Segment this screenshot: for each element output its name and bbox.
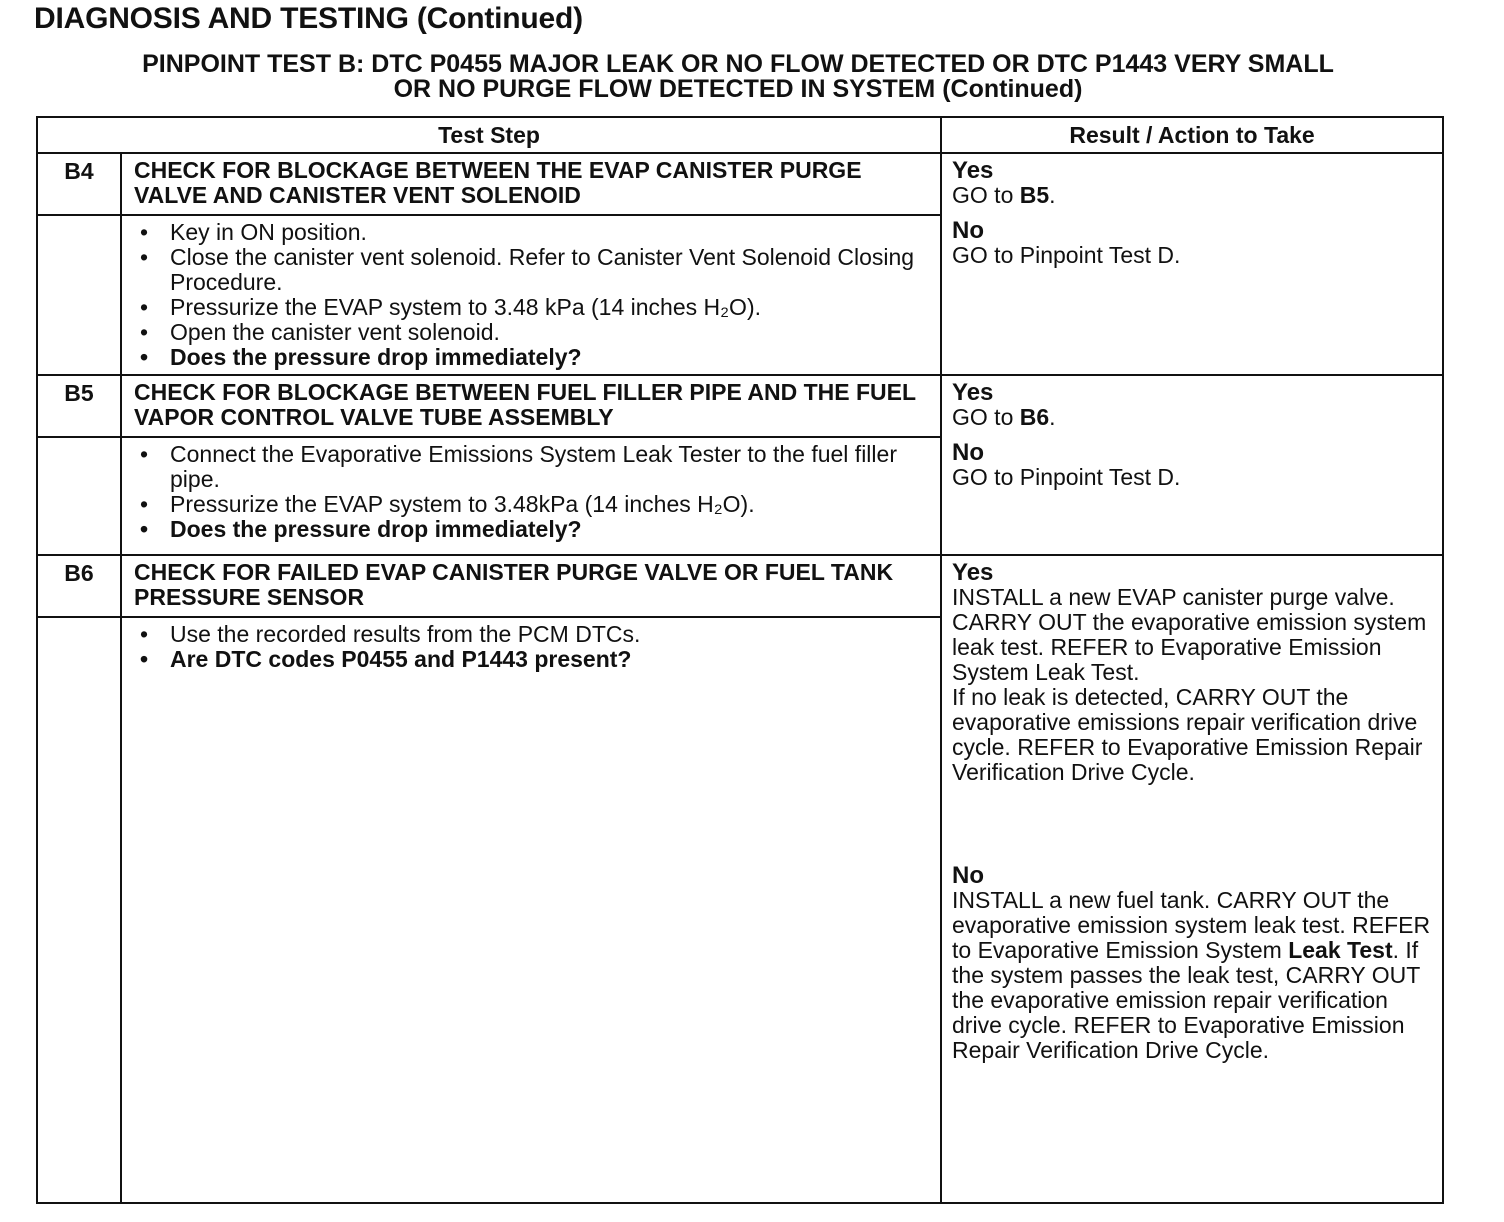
step-body-b5 <box>121 437 941 555</box>
step-id-spacer-b4 <box>37 215 121 375</box>
step-title-row-b5 <box>37 375 1443 437</box>
step-title-row-b6 <box>37 555 1443 617</box>
column-header-result: Result / Action to Take <box>941 117 1443 153</box>
step-title-b6: CHECK FOR FAILED EVAP CANISTER PURGE VALVE OR FUEL TANK PRESSURE SENSOR <box>121 555 941 617</box>
step-bullets-b5 <box>134 442 930 542</box>
step-question-b4: • Does the pressure drop immediately? <box>134 345 930 370</box>
step-id-spacer-b5 <box>37 437 121 555</box>
page-title: DIAGNOSIS AND TESTING (Continued) <box>34 2 583 35</box>
result-no-text-b5: GO to Pinpoint Test D. <box>952 464 1181 490</box>
list-item: • Pressurize the EVAP system to 3.48 kPa (14 inches H₂O). <box>134 295 930 320</box>
result-no-label-b4: No <box>952 217 985 244</box>
result-yes-label-b5: Yes <box>952 379 994 406</box>
result-yes-text-b4: GO to B5. <box>952 182 1056 208</box>
result-yes-text-b5: GO to B6. <box>952 404 1056 430</box>
list-item: • Pressurize the EVAP system to 3.48kPa (14 inches H₂O). <box>134 492 930 517</box>
table-header-row <box>37 117 1443 153</box>
pinpoint-test-heading-line-2: OR NO PURGE FLOW DETECTED IN SYSTEM (Continued) <box>393 75 1083 103</box>
step-question-b6: • Are DTC codes P0455 and P1443 present? <box>134 647 930 672</box>
result-yes-text-b6-part-1: INSTALL a new EVAP canister purge valve. CARRY OUT the evaporative emission system leak test. REFER to Evaporative Emission System Leak Test. <box>952 584 1427 685</box>
result-no-label-b5: No <box>952 439 985 466</box>
step-title-row-b4 <box>37 153 1443 215</box>
step-body-b4 <box>121 215 941 375</box>
pinpoint-test-heading-line-1: PINPOINT TEST B: DTC P0455 MAJOR LEAK OR NO FLOW DETECTED OR DTC P1443 VERY SMALL <box>142 50 1334 78</box>
step-bullets-b4 <box>134 220 930 370</box>
step-body-b6 <box>121 617 941 1203</box>
column-header-test-step: Test Step <box>37 117 941 153</box>
result-yes-label-b4: Yes <box>952 157 994 184</box>
result-cell-b5 <box>941 375 1443 555</box>
pinpoint-test-heading <box>34 52 1442 102</box>
step-id-b4: B4 <box>37 153 121 215</box>
result-cell-b6 <box>941 555 1443 1203</box>
result-yes-label-b6: Yes <box>952 559 994 586</box>
list-item: • Close the canister vent solenoid. Refer to Canister Vent Solenoid Closing Procedure. <box>134 245 930 295</box>
list-item: • Use the recorded results from the PCM DTCs. <box>134 622 930 647</box>
step-id-b6: B6 <box>37 555 121 617</box>
step-title-b4: CHECK FOR BLOCKAGE BETWEEN THE EVAP CANISTER PURGE VALVE AND CANISTER VENT SOLENOID <box>121 153 941 215</box>
step-title-b5: CHECK FOR BLOCKAGE BETWEEN FUEL FILLER PIPE AND THE FUEL VAPOR CONTROL VALVE TUBE ASSEMBLY <box>121 375 941 437</box>
list-item: • Key in ON position. <box>134 220 930 245</box>
result-no-label-b6: No <box>952 862 985 889</box>
step-bullets-b6 <box>134 622 930 672</box>
list-item: • Open the canister vent solenoid. <box>134 320 930 345</box>
result-no-text-b6: INSTALL a new fuel tank. CARRY OUT the evaporative emission system leak test. REFER to Evaporative Emission System Leak Test. If the system passes the leak test, CARRY OUT the evaporative emission repair verification drive cycle. REFER to Evaporative Emission Repair Verification Drive Cycle. <box>952 887 1431 1063</box>
result-yes-text-b6-part-2: If no leak is detected, CARRY OUT the evaporative emissions repair verification drive cycle. REFER to Evaporative Emission Repair Verification Drive Cycle. <box>952 684 1423 785</box>
result-cell-b4 <box>941 153 1443 375</box>
step-id-b5: B5 <box>37 375 121 437</box>
step-id-spacer-b6 <box>37 617 121 1203</box>
result-no-text-b4: GO to Pinpoint Test D. <box>952 242 1181 268</box>
pinpoint-test-table <box>36 116 1444 1204</box>
list-item: • Connect the Evaporative Emissions System Leak Tester to the fuel filler pipe. <box>134 442 930 492</box>
step-question-b5: • Does the pressure drop immediately? <box>134 517 930 542</box>
